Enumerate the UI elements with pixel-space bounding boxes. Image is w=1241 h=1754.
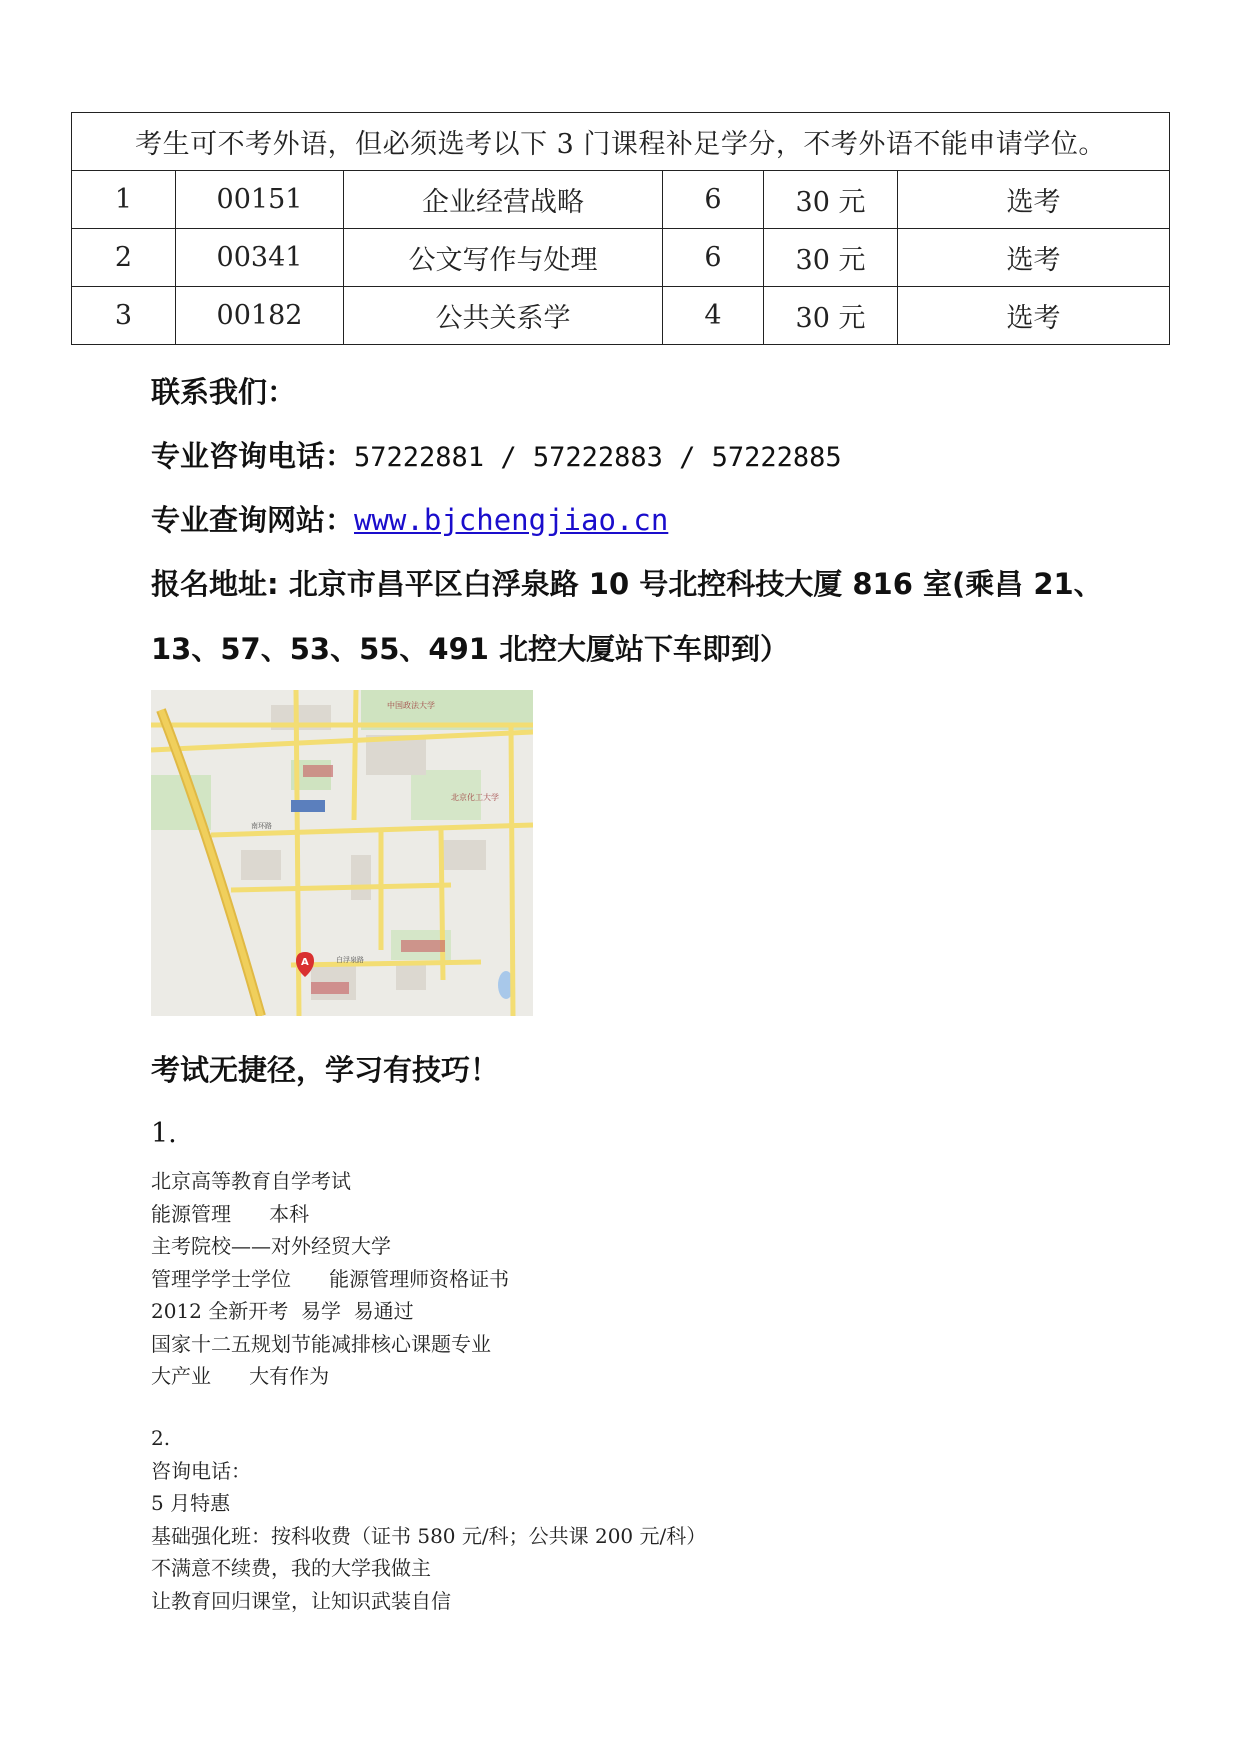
course-code: 00151	[176, 171, 344, 229]
svg-text:白浮泉路: 白浮泉路	[336, 956, 364, 964]
table-note-row	[72, 113, 1170, 171]
course-credits: 4	[663, 287, 764, 345]
row-number: 1	[72, 171, 176, 229]
location-map[interactable]	[151, 690, 533, 1016]
section-1-number: 1.	[151, 1118, 177, 1149]
section-2-line: 让教育回归课堂，让知识武装自信	[151, 1588, 451, 1613]
course-name: 公共关系学	[344, 287, 663, 345]
phone-numbers: 57222881 / 57222883 / 57222885	[354, 442, 842, 473]
section-1-lines	[151, 1165, 509, 1393]
section-1-line: 北京高等教育自学考试	[151, 1169, 351, 1193]
section-2-line: 咨询电话：	[151, 1458, 251, 1483]
section-2-line: 5 月特惠	[151, 1491, 231, 1515]
course-table	[71, 112, 1170, 345]
svg-text:A: A	[301, 957, 309, 968]
phone-label: 专业咨询电话：	[151, 439, 355, 473]
course-type: 选考	[898, 229, 1170, 287]
course-fee: 30 元	[764, 229, 898, 287]
svg-text:中国政法大学: 中国政法大学	[387, 701, 435, 710]
course-code: 00341	[176, 229, 344, 287]
course-type: 选考	[898, 171, 1170, 229]
section-1-line: 能源管理 本科	[151, 1201, 310, 1226]
course-name: 公文写作与处理	[344, 229, 663, 287]
table-note: 考生可不考外语，但必须选考以下 3 门课程补足学分，不考外语不能申请学位。	[72, 113, 1170, 171]
website-line	[151, 498, 668, 539]
row-number: 3	[72, 287, 176, 345]
map-graphic	[151, 690, 533, 1016]
website-label: 专业查询网站：	[151, 503, 355, 537]
svg-text:北京化工大学: 北京化工大学	[451, 793, 499, 802]
phone-line	[151, 434, 842, 475]
table-row	[72, 287, 1170, 345]
section-2-number: 2.	[151, 1426, 171, 1450]
slogan: 考试无捷径，学习有技巧！	[151, 1053, 500, 1087]
contact-title: 联系我们：	[151, 375, 297, 409]
svg-text:南环路: 南环路	[251, 822, 272, 830]
section-2-lines	[151, 1422, 706, 1617]
course-credits: 6	[663, 171, 764, 229]
course-credits: 6	[663, 229, 764, 287]
section-2-line: 不满意不续费，我的大学我做主	[151, 1556, 431, 1580]
section-1-line: 管理学学士学位 能源管理师资格证书	[151, 1266, 510, 1291]
course-fee: 30 元	[764, 171, 898, 229]
table-row	[72, 229, 1170, 287]
section-1-line: 2012 全新开考 易学 易通过	[151, 1299, 414, 1323]
section-1-line: 大产业 大有作为	[151, 1364, 330, 1388]
table-row	[72, 171, 1170, 229]
section-2-line: 基础强化班：按科收费（证书 580 元/科；公共课 200 元/科）	[151, 1523, 707, 1548]
course-code: 00182	[176, 287, 344, 345]
address-line-2: 13、57、53、55、491 北控大厦站下车即到）	[151, 632, 790, 666]
website-link[interactable]: www.bjchengjiao.cn	[354, 503, 669, 537]
address-line-1: 报名地址: 北京市昌平区白浮泉路 10 号北控科技大厦 816 室(乘昌 21、	[151, 567, 1103, 601]
section-1-line: 主考院校——对外经贸大学	[151, 1234, 391, 1258]
section-1-line: 国家十二五规划节能减排核心课题专业	[151, 1331, 491, 1356]
course-type: 选考	[898, 287, 1170, 345]
course-name: 企业经营战略	[344, 171, 663, 229]
row-number: 2	[72, 229, 176, 287]
course-fee: 30 元	[764, 287, 898, 345]
